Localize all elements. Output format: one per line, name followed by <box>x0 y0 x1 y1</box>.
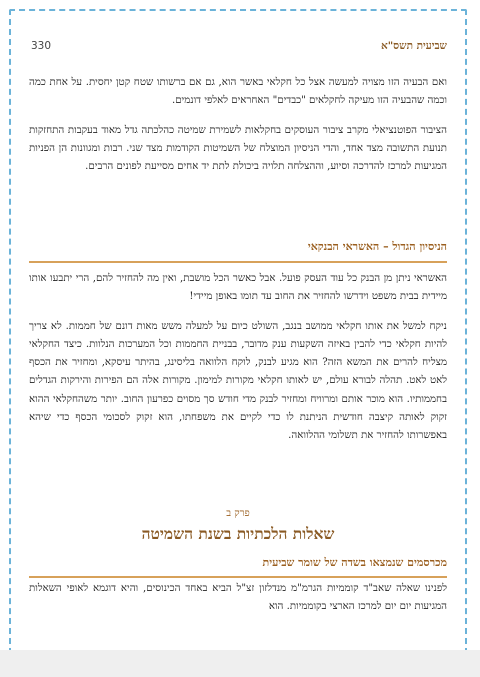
section-body <box>29 580 447 617</box>
bottom-bar <box>0 650 480 677</box>
intro-block <box>29 74 447 176</box>
running-header <box>29 40 447 56</box>
section-heading-block <box>29 240 447 263</box>
section-divider <box>29 576 447 578</box>
chapter-title: שאלות הלכתיות בשנת השמיטה <box>141 524 335 543</box>
section-heading-block <box>29 556 447 578</box>
section-divider <box>29 261 447 263</box>
paragraph: לפנינו שאלה שאב"ד קוממיות הגרמ"מ מנדלזון זצ"ל הביא באחד הכינוסים, והיא דוגמא לאופי השאלות המגיעות יום יום למרכז הארצי בקוממיות. הוא <box>29 583 447 613</box>
paragraph: הציבור הפוטנציאלי מקרב ציבור העוסקים בחקלאות לשמירת שמיטה כהלכתה גדל מאוד בעקבות התחזקות תנועת התשובה מצד אחד, והדי הניסיון המוצלח של השמיטות הקודמות מצד שני. רבות ומגוונות הן הפניות המגיעות למרכז להדרכה וסיוע, וההצלחה תלויה ביכולת לתת יד אחים מסייעת לפונים הרבים. <box>29 124 447 173</box>
document-page <box>29 30 447 635</box>
paragraph: ניקח למשל את אותו חקלאי ממושב בנגב, השולט כיום על למעלה משש מאות דונם של חממות. לא צריך להיות חקלאי כדי להבין באיזה השקעות ענק מדובר, בבניית החממות וכל המערכות הנלוות. כיצד החקלאי מצליח להרים את המשא הזה? הוא מגיע לבנק, לוקח הלוואה בליסינג, בהיתר עיסקא, ומחזיר את הכסף לאט לאט. תהלה לבורא עולם, יש לאותו חקלאי מקורות למימון. מקורות אלה הם הפירות והירקות הגדלים בחממותיו. הוא מוכר אותם ומרוויח ומחזיר לבנק מדי חודש סך מסוים כפרעון החוב. יותר משהחקלאי ההוא זקוק לאותה קיצבה חודשית הניתנת לו כדי לקיים את משפחתו, הוא זקוק לסכומי הכסף כדי שיהא באפשרותו להחזיר את תשלומי ההלוואה. <box>29 320 447 442</box>
page-number: 330 <box>31 40 52 52</box>
chapter-label: פרק ב <box>226 508 250 519</box>
running-header-title: שביעית תשס"א <box>380 40 447 52</box>
paragraph: ואם הבעיה הזו מצויה למעשה אצל כל חקלאי באשר הוא, גם אם ברשותו שטח קטן יחסית. על אחת כמה וכמה שהבעיה הזו מעיקה לחקלאים "כבדים" האחראים לאלפי דונמים. <box>29 77 447 107</box>
section-body <box>29 270 447 446</box>
paragraph: האשראי ניתן מן הבנק כל עוד העסק פועל. אבל כאשר הכל מושבת, ואין מה להחזיר להם, הרי יתבעו אותו מיידית בבית משפט וידרשו להחזיר את החוב עד תומו באופן מיידי! <box>29 273 447 303</box>
section-heading: מכרסמים שנמצאו בשדה של שומר שביעית <box>262 556 447 569</box>
section-heading: הניסיון הגדול – האשראי הבנקאי <box>307 240 447 253</box>
